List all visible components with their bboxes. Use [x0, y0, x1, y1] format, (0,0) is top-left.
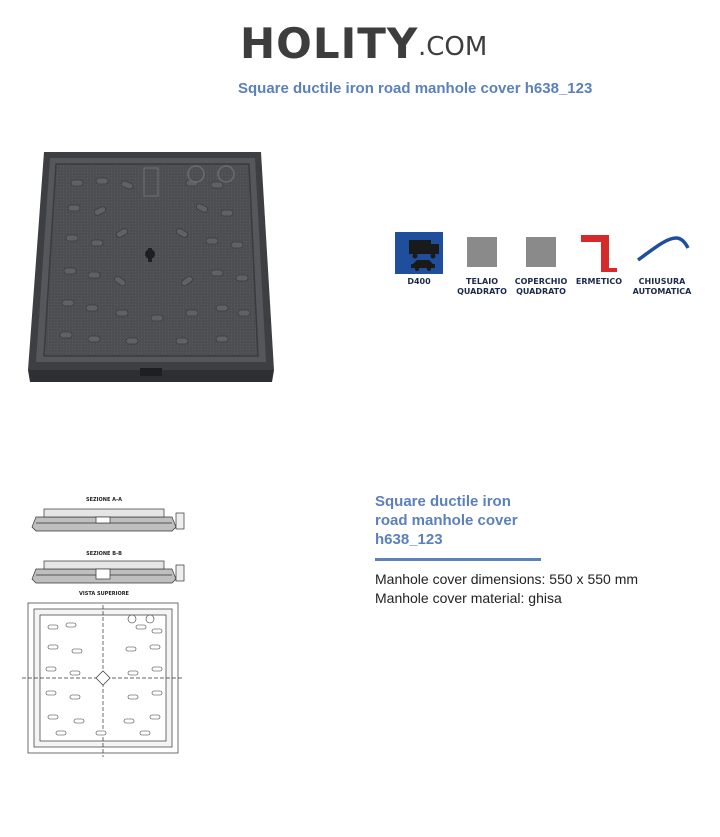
icon-item-telaio: [451, 232, 513, 297]
icon-item-coperchio: [510, 232, 572, 297]
icon-label-chiusura-2: AUTOMATICA: [632, 287, 692, 296]
icon-label-coperchio-2: QUADRATO: [516, 287, 566, 296]
icon-label-telaio-1: TELAIO: [466, 277, 498, 286]
logo-suffix: .COM: [418, 32, 488, 62]
spec-dimensions: Manhole cover dimensions: 550 x 550 mm: [375, 571, 639, 587]
product-title-line-2: road manhole cover: [375, 512, 518, 529]
section-a-label: SEZIONE A-A: [86, 497, 122, 503]
title-divider: [375, 558, 541, 561]
brand-logo[interactable]: [240, 18, 488, 70]
logo-main: HOLITY: [240, 19, 419, 68]
feature-icons: [388, 232, 698, 302]
product-title-line-1: Square ductile iron: [375, 493, 511, 510]
icon-item-ermetico: [568, 232, 630, 287]
icon-label-d400: D400: [407, 277, 431, 286]
icon-item-chiusura: [628, 232, 696, 297]
icon-label-chiusura-1: CHIUSURA: [638, 277, 686, 286]
hermetic-seal-icon: [575, 232, 623, 274]
product-specs: [375, 570, 695, 608]
product-title-line-3: h638_123: [375, 531, 443, 548]
technical-drawing: [16, 495, 191, 775]
product-info: [375, 492, 695, 608]
icon-label-ermetico: ERMETICO: [575, 277, 623, 286]
spec-material: Manhole cover material: ghisa: [375, 590, 562, 606]
product-title: [375, 492, 545, 549]
section-b-label: SEZIONE B-B: [86, 551, 122, 557]
icon-item-d400: [388, 232, 450, 287]
truck-car-icon: [395, 232, 443, 274]
manhole-cover-image: [26, 150, 276, 390]
auto-closing-icon: [634, 232, 690, 274]
icon-label-coperchio-1: COPERCHIO: [514, 277, 568, 286]
top-view-label: VISTA SUPERIORE: [79, 591, 129, 597]
icon-label-telaio-2: QUADRATO: [457, 287, 507, 296]
square-cover-icon: [517, 232, 565, 274]
square-frame-icon: [458, 232, 506, 274]
page-title: Square ductile iron road manhole cover h638_123: [238, 80, 593, 97]
